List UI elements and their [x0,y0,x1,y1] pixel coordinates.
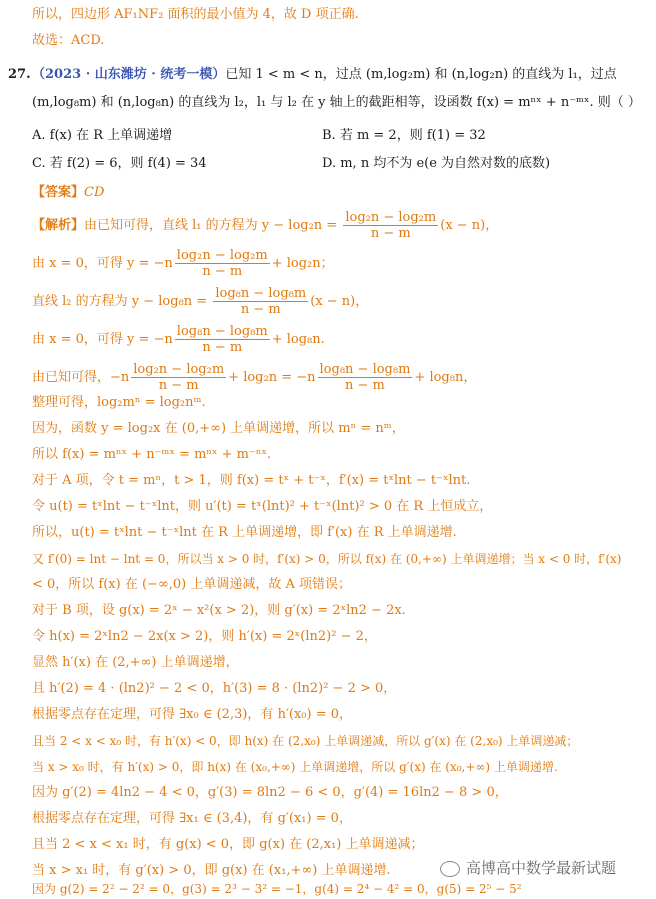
watermark-text: 高博高中数学最新试题 [466,859,617,877]
analysis-line-21: 因为 g′(2) = 4ln2 − 4 < 0，g′(3) = 8ln2 − 6 < 0，g′(4) = 16ln2 − 8 > 0， [32,785,508,800]
analysis-line-3: 直线 l₂ 的方程为 y − log₈n = $\frac{\text{log₈n − log₈m}}{n - m}$ (x − n)， [32,286,369,317]
fraction: $\frac{\text{log₂n − log₂m}}{n - m}$ [345,210,437,241]
analysis-line-8: 所以 f(x) = mⁿˣ + n⁻ᵐˣ = mⁿˣ + m⁻ⁿˣ. [32,447,272,462]
option-d: D. m, n 均不为 e(e 为自然对数的底数) [322,156,551,171]
analysis-line-10: 令 u(t) = tˣlnt − t⁻ˣlnt，则 u′(t) = tˣ(lnt)² + t⁻ˣ(lnt)² > 0 在 R 上恒成立， [32,499,493,514]
question-source: （2023 · 山东潍坊 · 统考一模） [32,67,226,82]
option-a: A. f(x) 在 R 上单调递增 [32,128,173,143]
fraction: $\frac{\text{log₂n − log₂m}}{n - m}$ [176,248,268,279]
analysis-line-25: 因为 g(2) = 2² − 2² = 0，g(3) = 2³ − 3² = −1，g(4) = 2⁴ − 4² = 0，g(5) = 2⁵ − 5² [32,882,522,896]
fraction: $\frac{\text{log₈n − log₈m}}{n - m}$ [215,286,307,317]
analysis-line-22: 根据零点存在定理，可得 ∃x₁ ∈ (3,4)，有 g′(x₁) = 0， [32,811,352,826]
question-number: 27. [8,67,31,82]
analysis-line-4: 由 x = 0，可得 y = −n $\frac{\text{log₈n − log₈m}}{n - m}$ + log₈n. [32,324,325,355]
analysis-line-15: 令 h(x) = 2ˣln2 − 2x(x > 2)，则 h′(x) = 2ˣ(ln2)² − 2， [32,629,377,644]
analysis-line-5: 由已知可得，−n $\frac{\text{log₂n − log₂m}}{n - m}$ + log₂n = −n $\frac{\text{log₈n − log₈m}}{n - m}$ + log₈n， [32,362,477,393]
question-text-1: 已知 1 < m < n，过点 (m,log₂m) 和 (n,log₂n) 的直线为 l₁，过点 [225,67,617,82]
analysis-line-23: 且当 2 < x < x₁ 时，有 g(x) < 0，即 g(x) 在 (2,x₁) 上单调递减； [32,837,424,852]
analysis-line-17: 且 h′(2) = 4 · (ln2)² − 2 < 0，h′(3) = 8 · (ln2)² − 2 > 0， [32,681,397,696]
analysis-line-11: 所以，u(t) = tˣlnt − t⁻ˣlnt 在 R 上单调递增，即 f′(x) 在 R 上单调递增. [32,525,457,540]
analysis-line-19: 且当 2 < x < x₀ 时，有 h′(x) < 0，即 h(x) 在 (2,x₀) 上单调递减，所以 g′(x) 在 (2,x₀) 上单调递减； [32,734,579,748]
fraction: $\frac{\text{log₂n − log₂m}}{n - m}$ [133,362,225,393]
question-line-1 [32,66,617,84]
analysis-line-1: 【解析】由已知可得，直线 l₁ 的方程为 y − log₂n = $\frac{\text{log₂n − log₂m}}{n - m}$ (x − n)， [32,210,499,241]
answer-value: CD [84,185,105,200]
answer-label: 【答案】 [32,185,85,200]
fraction: $\frac{\text{log₈n − log₈m}}{n - m}$ [319,362,411,393]
analysis-line-13: < 0，所以 f(x) 在 (−∞,0) 上单调递减，故 A 项错误； [32,577,352,592]
option-c: C. 若 f(2) = 6，则 f(4) = 34 [32,156,207,171]
analysis-line-7: 因为，函数 y = log₂x 在 (0,+∞) 上单调递增，所以 mⁿ = nᵐ， [32,421,405,436]
analysis-line-18: 根据零点存在定理，可得 ∃x₀ ∈ (2,3)，有 h′(x₀) = 0， [32,707,353,722]
fraction: $\frac{\text{log₈n − log₈m}}{n - m}$ [176,324,268,355]
option-b: B. 若 m = 2，则 f(1) = 32 [322,128,486,143]
watermark [440,857,616,878]
analysis-line-14: 对于 B 项，设 g(x) = 2ˣ − x²(x > 2)，则 g′(x) = 2ˣln2 − 2x. [32,603,406,618]
analysis-line-12: 又 f′(0) = lnt − lnt = 0，所以当 x > 0 时，f′(x) > 0，所以 f(x) 在 (0,+∞) 上单调递增；当 x < 0 时，f′(x) [32,552,622,566]
wechat-icon [440,861,460,877]
question-line-2: (m,log₈m) 和 (n,log₈n) 的直线为 l₂，l₁ 与 l₂ 在 y 轴上的截距相等，设函数 f(x) = mⁿˣ + n⁻ᵐˣ. 则（ ） [32,95,641,110]
prev-answer-choice: 故选：ACD. [32,33,105,48]
prev-conclusion: 所以，四边形 AF₁NF₂ 面积的最小值为 4，故 D 项正确. [32,7,359,22]
analysis-line-6: 整理可得，log₂mⁿ = log₂nᵐ. [32,395,206,410]
analysis-label: 【解析】 [32,218,85,233]
answer-line [32,184,104,202]
analysis-line-20: 当 x > x₀ 时，有 h′(x) > 0，即 h(x) 在 (x₀,+∞) 上单调递增，所以 g′(x) 在 (x₀,+∞) 上单调递增. [32,760,558,774]
analysis-line-9: 对于 A 项，令 t = mⁿ，t > 1，则 f(x) = tˣ + t⁻ˣ，f′(x) = tˣlnt − t⁻ˣlnt. [32,473,471,488]
analysis-line-24: 当 x > x₁ 时，有 g′(x) > 0，即 g(x) 在 (x₁,+∞) 上单调递增. [32,863,391,878]
analysis-line-16: 显然 h′(x) 在 (2,+∞) 上单调递增， [32,655,239,670]
analysis-line-2: 由 x = 0，可得 y = −n $\frac{\text{log₂n − log₂m}}{n - m}$ + log₂n； [32,248,334,279]
